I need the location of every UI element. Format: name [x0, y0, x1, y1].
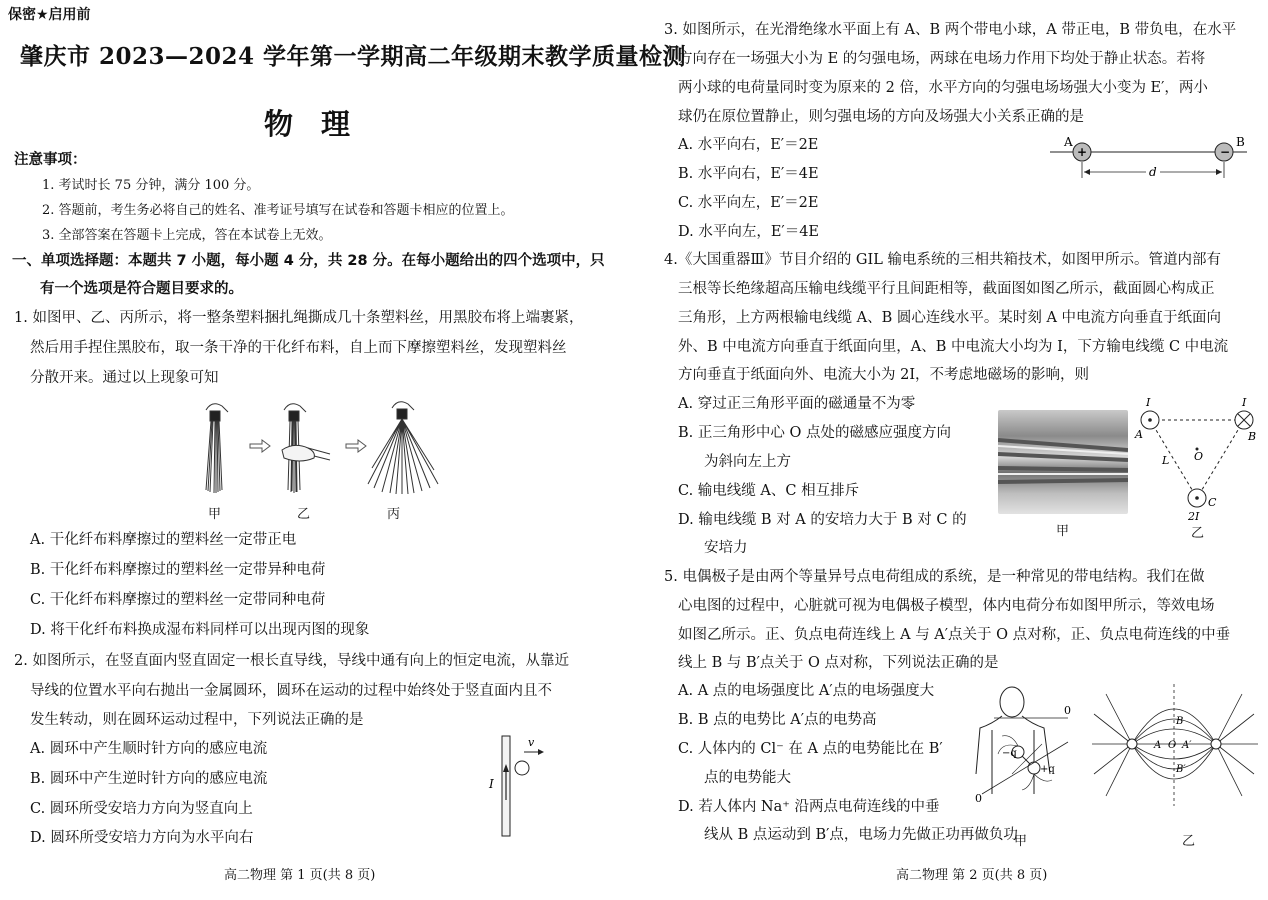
q2-stem-line1: 2. 如图所示，在竖直面内竖直固定一根长直导线，导线中通有向上的恒定电流，从靠近: [14, 653, 569, 669]
q1-stem-line2: 然后用手捏住黑胶布，取一条干净的干化纤布料，自上而下摩擦塑料丝，发现塑料丝: [30, 340, 567, 356]
q4-option-a: A. 穿过正三角形平面的磁通量不为零: [678, 396, 916, 412]
q2-option-c: C. 圆环所受安培力方向为竖直向上: [30, 801, 253, 817]
q1-stem-line1: 1. 如图甲、乙、丙所示，将一整条塑料捆扎绳撕成几十条塑料丝，用黑胶布将上端裹紧，: [14, 310, 584, 326]
q3-option-b: B. 水平向右，E′＝4E: [678, 166, 819, 182]
label-a-prime: A′: [1182, 740, 1192, 751]
q3-option-a: A. 水平向右，E′＝2E: [678, 137, 819, 153]
q5-stem-line2: 心电图的过程中，心脏就可视为电偶极子模型，体内电荷分布如图甲所示，等效电场: [678, 598, 1215, 614]
q1-fig-label-bing: 丙: [387, 507, 401, 522]
q1-fig-label-jia: 甲: [208, 507, 222, 522]
label-a: A: [1064, 135, 1073, 149]
head: [1000, 687, 1024, 717]
label-o: O: [1194, 450, 1204, 463]
q4-option-b-line1: B. 正三角形中心 O 点处的磁感应强度方向: [678, 425, 951, 441]
minus-sign: −: [1220, 145, 1231, 159]
arrow-icon: [250, 440, 270, 452]
q5-body-figure: [972, 684, 1080, 806]
q5-stem-line1: 5. 电偶极子是由两个等量异号点电荷组成的系统，是一种常见的带电结构。我们在做: [664, 569, 1205, 585]
q4-stem-line2: 三根等长绝缘超高压输电线缆平行且间距相等，截面图如图乙所示，截面圆心构成正: [678, 281, 1215, 297]
current-label-a: I: [1146, 396, 1151, 409]
gil-tunnel-photo: [998, 410, 1128, 514]
q1-option-b: B. 干化纤布料摩擦过的塑料丝一定带异种电荷: [30, 562, 326, 578]
page-footer-2: 高二物理 第 2 页(共 8 页): [896, 868, 1048, 883]
out-of-page-icon: [1148, 418, 1152, 422]
label-l: L: [1162, 454, 1170, 467]
section-heading-line1: 一、单项选择题：本题共 7 小题，每小题 4 分，共 28 分。在每小题给出的四个选项中，只: [12, 253, 605, 269]
q5-option-b: B. B 点的电势比 A′点的电势高: [678, 712, 877, 728]
figure-bing-spread: [368, 402, 438, 494]
current-label: I: [489, 777, 494, 791]
q4-fig-label-jia: 甲: [1056, 524, 1070, 539]
q4-stem-line4: 外、B 中电流方向垂直于纸面向里，A、B 中电流大小均为 I，下方输电线缆 C 中电流: [678, 339, 1229, 355]
q5-fig-label-jia: 甲: [1014, 834, 1028, 849]
label-o: O: [1168, 740, 1177, 751]
q5-stem-line3: 如图乙所示。正、负点电荷连线上 A 与 A′点关于 O 点对称，正、负点电荷连线的中垂: [678, 627, 1231, 643]
q3-option-c: C. 水平向左，E′＝2E: [678, 195, 819, 211]
note-3: 3. 全部答案在答题卡上完成，答在本试卷上无效。: [42, 228, 332, 243]
q5-option-c-line2: 点的电势能大: [704, 770, 791, 786]
current-label-b: I: [1242, 396, 1247, 409]
arrow-icon: [346, 440, 366, 452]
q5-option-a: A. A 点的电场强度比 A′点的电场强度大: [678, 683, 935, 699]
q5-fig-label-yi: 乙: [1182, 834, 1196, 849]
zero-bottom: 0: [975, 792, 982, 805]
q4-stem-line1: 4.《大国重器Ⅲ》节目介绍的 GIL 输电系统的三相共箱技术，如图甲所示。管道内部有: [664, 252, 1221, 268]
figure-yi-rubbing: [282, 404, 330, 493]
out-of-page-icon: [1195, 496, 1199, 500]
q3-figure: [1042, 132, 1252, 186]
subject-title: 物理: [264, 107, 379, 141]
charge-right: [1211, 739, 1221, 749]
label-a: A: [1135, 428, 1143, 441]
q4-option-d-line2: 安培力: [704, 540, 748, 556]
q4-stem-line3: 三角形，上方两根输电线缆 A、B 圆心连线水平。某时刻 A 中电流方向垂直于纸面向: [678, 310, 1222, 326]
label-b: B: [1176, 716, 1184, 727]
q2-figure: [484, 730, 554, 840]
q1-figure: [196, 398, 446, 502]
q3-stem-line4: 球仍在原位置静止，则匀强电场的方向及场强大小关系正确的是: [678, 109, 1084, 125]
q1-option-a: A. 干化纤布料摩擦过的塑料丝一定带正电: [30, 532, 297, 548]
metal-ring: [515, 761, 529, 775]
q2-option-a: A. 圆环中产生顺时针方向的感应电流: [30, 741, 268, 757]
q4-option-c: C. 输电线缆 A、C 相互排斥: [678, 483, 860, 499]
figure-jia-bundle: [206, 404, 228, 493]
q4-stem-line5: 方向垂直于纸面向外、电流大小为 2I，不考虑地磁场的影响，则: [678, 367, 1090, 383]
note-2: 2. 答题前，考生务必将自己的姓名、准考证号填写在试卷和答题卡相应的位置上。: [42, 203, 514, 218]
page-footer-1: 高二物理 第 1 页(共 8 页): [224, 868, 376, 883]
q4-triangle-diagram: [1132, 394, 1262, 530]
charge-left: [1127, 739, 1137, 749]
q4-fig-label-yi: 乙: [1191, 526, 1205, 541]
q5-option-d-line2: 线从 B 点运动到 B′点，电场力先做正功再做负功: [704, 827, 1018, 843]
q3-option-d: D. 水平向左，E′＝4E: [678, 224, 820, 240]
q2-stem-line2: 导线的位置水平向右抛出一金属圆环，圆环在运动的过程中始终处于竖直面内且不: [30, 683, 552, 699]
q2-stem-line3: 发生转动，则在圆环运动过程中，下列说法正确的是: [30, 712, 364, 728]
label-a: A: [1154, 740, 1162, 751]
q5-field-diagram: [1088, 684, 1264, 824]
plus-sign: +: [1077, 145, 1088, 159]
q1-stem-line3: 分散开来。通过以上现象可知: [30, 370, 219, 386]
plus-q-label: +q: [1040, 764, 1055, 775]
minus-q-label: −q: [1002, 748, 1017, 759]
note-1: 1. 考试时长 75 分钟，满分 100 分。: [42, 178, 260, 193]
q3-stem-line2: 方向存在一场强大小为 E 的匀强电场，两球在电场力作用下均处于静止状态。若将: [678, 51, 1206, 67]
q1-option-c: C. 干化纤布料摩擦过的塑料丝一定带同种电荷: [30, 592, 326, 608]
label-b: B: [1248, 430, 1257, 443]
q1-option-d: D. 将干化纤布料换成湿布料同样可以出现丙图的现象: [30, 622, 370, 638]
q1-fig-label-yi: 乙: [297, 507, 311, 522]
page-2: [634, 0, 1268, 900]
label-b-prime: B′: [1176, 764, 1186, 775]
q5-stem-line4: 线上 B 与 B′点关于 O 点对称，下列说法正确的是: [678, 655, 999, 671]
q3-stem-line3: 两小球的电荷量同时变为原来的 2 倍，水平方向的匀强电场场强大小变为 E′，两小: [678, 80, 1208, 96]
secret-label: 保密★启用前: [8, 7, 91, 23]
notes-heading: 注意事项：: [14, 152, 87, 168]
q5-option-c-line1: C. 人体内的 Cl⁻ 在 A 点的电势能比在 B′: [678, 741, 943, 757]
exam-title: 肇庆市 2023—2024 学年第一学期高二年级期末教学质量检测: [20, 43, 687, 70]
section-heading-line2: 有一个选项是符合题目要求的。: [40, 281, 243, 297]
label-b: B: [1236, 135, 1245, 149]
label-c: C: [1208, 496, 1217, 509]
current-label-c: 2I: [1188, 510, 1200, 523]
label-d: d: [1149, 165, 1157, 179]
zero-top: 0: [1064, 704, 1071, 717]
q5-option-d-line1: D. 若人体内 Na⁺ 沿两点电荷连线的中垂: [678, 799, 940, 815]
q2-option-b: B. 圆环中产生逆时针方向的感应电流: [30, 771, 268, 787]
q4-option-b-line2: 为斜向左上方: [704, 454, 791, 470]
q3-stem-line1: 3. 如图所示，在光滑绝缘水平面上有 A、B 两个带电小球，A 带正电，B 带负电，在水平: [664, 22, 1237, 38]
velocity-label: v: [528, 736, 535, 749]
q2-option-d: D. 圆环所受安培力方向为水平向右: [30, 830, 254, 846]
q4-option-d-line1: D. 输电线缆 B 对 A 的安培力大于 B 对 C 的: [678, 512, 967, 528]
